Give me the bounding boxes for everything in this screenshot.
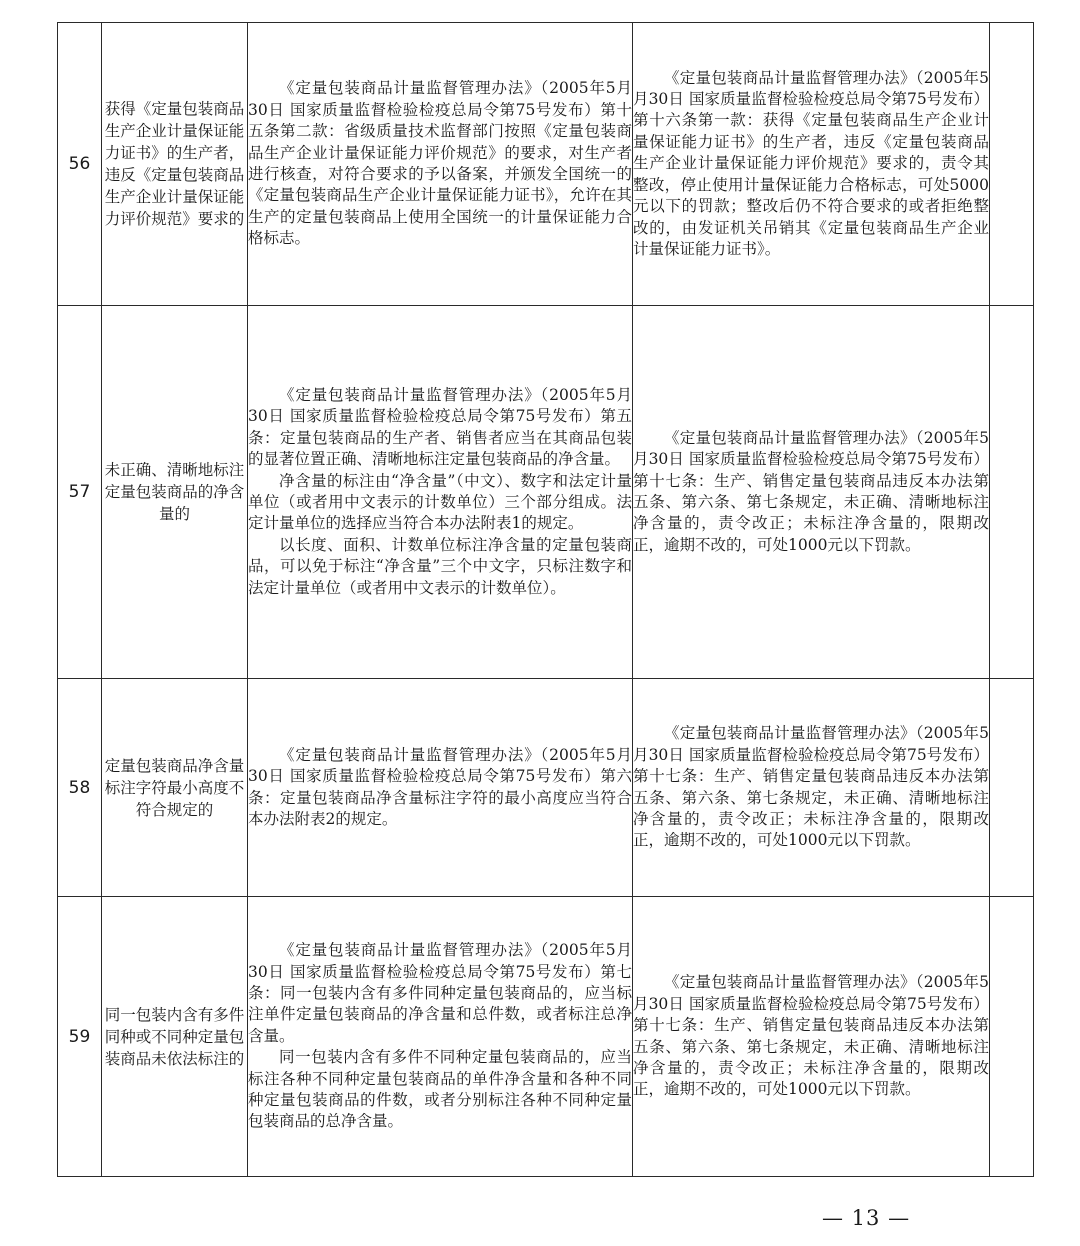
legal-basis-paragraph: 《定量包装商品计量监督管理办法》（2005年5月30日 国家质量监督检验检疫总局令第75号发布）第七条：同一包装内含有多件同种定量包装商品的，应当标注单件定量包装商品的净含量和总件数，或者标注总净含量。 [248, 941, 632, 1045]
penalty-provision [633, 306, 990, 679]
penalty-paragraph: 《定量包装商品计量监督管理办法》（2005年5月30日 国家质量监督检验检疫总局令第75号发布）第十七条：生产、销售定量包装商品违反本办法第五条、第六条、第七条规定，未正确、清晰地标注净含量的，责令改正；未标注净含量的，限期改正，逾期不改的，可处1000元以下罚款。 [633, 973, 989, 1099]
page-number: — 13 — [822, 1206, 911, 1230]
legal-basis-paragraph: 《定量包装商品计量监督管理办法》（2005年5月30日 国家质量监督检验检疫总局令第75号发布）第五条：定量包装商品的生产者、销售者应当在其商品包装的显著位置正确、清晰地标注定量包装商品的净含量。 [248, 385, 632, 469]
legal-basis [248, 679, 633, 897]
penalty-provision [633, 23, 990, 306]
penalty-paragraph: 《定量包装商品计量监督管理办法》（2005年5月30日 国家质量监督检验检疫总局令第75号发布）第十七条：生产、销售定量包装商品违反本办法第五条、第六条、第七条规定，未正确、清晰地标注净含量的，责令改正；未标注净含量的，限期改正，逾期不改的，可处1000元以下罚款。 [633, 428, 989, 554]
row-number: 56 [58, 23, 102, 306]
penalty-provision [633, 679, 990, 897]
legal-basis [248, 23, 633, 306]
penalty-provision [633, 897, 990, 1177]
table-row [58, 897, 1034, 1177]
row-number: 59 [58, 897, 102, 1177]
violation-item: 定量包装商品净含量标注字符最小高度不符合规定的 [102, 679, 248, 897]
row-number: 57 [58, 306, 102, 679]
table-row [58, 23, 1034, 306]
legal-basis-paragraph: 《定量包装商品计量监督管理办法》（2005年5月30日 国家质量监督检验检疫总局令第75号发布）第十五条第二款：省级质量技术监督部门按照《定量包装商品生产企业计量保证能力评价规范》的要求，对生产者进行核查，对符合要求的予以备案，并颁发全国统一的《定量包装商品生产企业计量保证能力证书》，允许在其生产的定量包装商品上使用全国统一的计量保证能力合格标志。 [248, 79, 632, 248]
legal-basis-paragraph: 《定量包装商品计量监督管理办法》（2005年5月30日 国家质量监督检验检疫总局令第75号发布）第六条：定量包装商品净含量标注字符的最小高度应当符合本办法附表2的规定。 [248, 745, 632, 828]
regulation-table [57, 22, 1034, 1177]
legal-basis-paragraph: 以长度、面积、计数单位标注净含量的定量包装商品，可以免于标注“净含量”三个中文字，只标注数字和法定计量单位（或者用中文表示的计数单位）。 [248, 535, 632, 597]
legal-basis [248, 897, 633, 1177]
legal-basis-paragraph: 同一包装内含有多件不同种定量包装商品的，应当标注各种不同种定量包装商品的单件净含量和各种不同种定量包装商品的件数，或者分别标注各种不同种定量包装商品的总净含量。 [248, 1048, 632, 1131]
penalty-paragraph: 《定量包装商品计量监督管理办法》（2005年5月30日 国家质量监督检验检疫总局令第75号发布）第十六条第一款：获得《定量包装商品生产企业计量保证能力证书》的生产者，违反《定量包装商品生产企业计量保证能力评价规范》要求的，责令其整改，停止使用计量保证能力合格标志，可处5000元以下的罚款；整改后仍不符合要求的或者拒绝整改的，由发证机关吊销其《定量包装商品生产企业计量保证能力证书》。 [633, 68, 989, 258]
violation-item: 获得《定量包装商品生产企业计量保证能力证书》的生产者，违反《定量包装商品生产企业计量保证能力评价规范》要求的 [102, 23, 248, 306]
legal-basis [248, 306, 633, 679]
remark-cell [990, 306, 1034, 679]
table-row [58, 679, 1034, 897]
legal-basis-paragraph: 净含量的标注由“净含量”（中文）、数字和法定计量单位（或者用中文表示的计数单位）三个部分组成。法定计量单位的选择应当符合本办法附表1的规定。 [248, 471, 632, 533]
remark-cell [990, 679, 1034, 897]
violation-item: 同一包装内含有多件同种或不同种定量包装商品未依法标注的 [102, 897, 248, 1177]
penalty-paragraph: 《定量包装商品计量监督管理办法》（2005年5月30日 国家质量监督检验检疫总局令第75号发布）第十七条：生产、销售定量包装商品违反本办法第五条、第六条、第七条规定，未正确、清晰地标注净含量的，责令改正；未标注净含量的，限期改正，逾期不改的，可处1000元以下罚款。 [633, 724, 989, 850]
table-row [58, 306, 1034, 679]
row-number: 58 [58, 679, 102, 897]
remark-cell [990, 897, 1034, 1177]
remark-cell [990, 23, 1034, 306]
violation-item: 未正确、清晰地标注定量包装商品的净含量的 [102, 306, 248, 679]
